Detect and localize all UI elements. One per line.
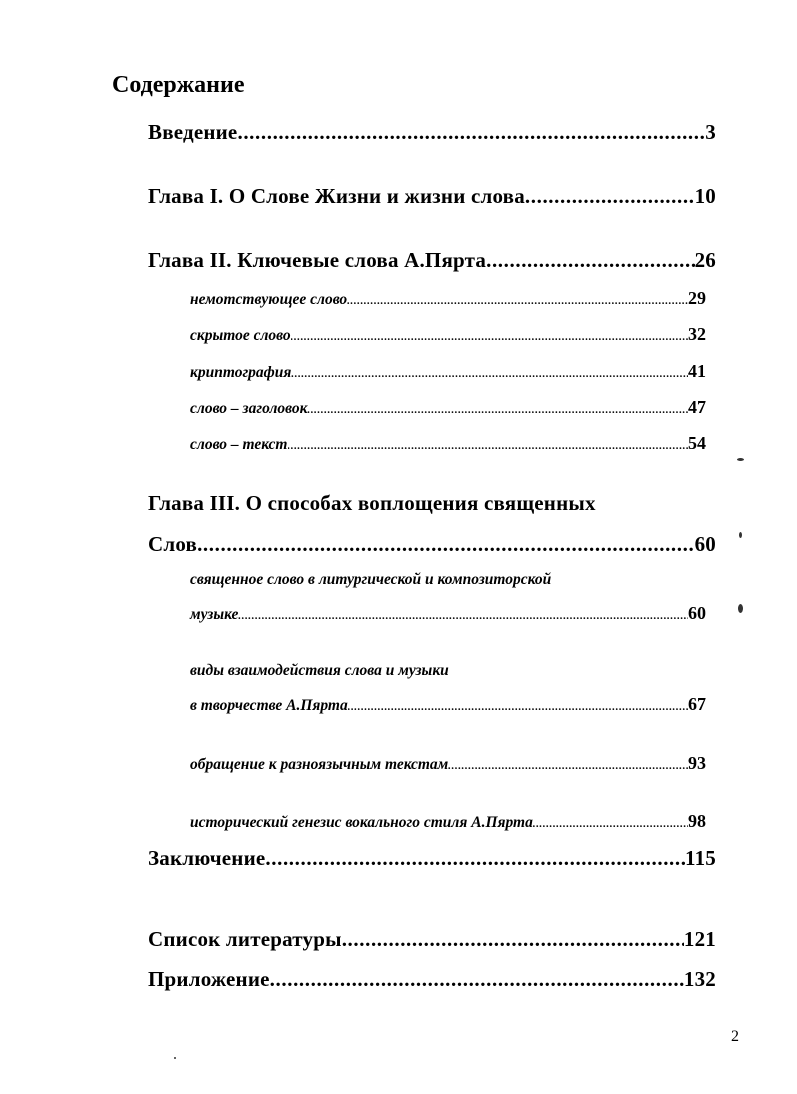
toc-label: Глава I. О Слове Жизни и жизни слова (148, 184, 525, 208)
page-title: Содержание (112, 72, 245, 98)
toc-leader (265, 846, 685, 871)
toc-page: 67 (688, 694, 706, 714)
toc-label: скрытое слово (190, 327, 291, 344)
toc-leader (342, 927, 684, 952)
toc-leader (486, 248, 695, 273)
toc-subentry-line1[interactable]: священное слово в литургической и композиторской (190, 571, 552, 588)
toc-subentry-line1[interactable]: виды взаимодействия слова и музыки (190, 662, 449, 679)
toc-page: 115 (685, 846, 716, 870)
toc-label: Введение (148, 120, 238, 144)
toc-label: немотствующее слово (190, 291, 348, 308)
toc-subentry[interactable] (190, 811, 706, 832)
toc-leader (288, 440, 689, 452)
scan-speck (737, 458, 744, 461)
scan-speck (174, 1057, 176, 1059)
toc-page: 98 (688, 811, 706, 831)
toc-leader (448, 760, 688, 772)
toc-label: Приложение (148, 967, 270, 991)
toc-page: 10 (694, 184, 716, 208)
toc-leader (347, 295, 688, 307)
toc-page: 60 (688, 603, 706, 623)
toc-page: 60 (694, 532, 716, 556)
toc-page: 26 (694, 248, 716, 272)
toc-leader (348, 701, 688, 713)
page-number: 2 (731, 1028, 739, 1045)
toc-page: 121 (683, 927, 716, 951)
toc-label: Заключение (148, 846, 266, 870)
toc-page: 3 (705, 120, 716, 144)
toc-leader (307, 404, 688, 416)
toc-page: 32 (688, 324, 706, 344)
toc-page: 47 (688, 397, 706, 417)
toc-leader (237, 120, 705, 145)
toc-page: 54 (688, 433, 706, 453)
toc-subentry[interactable] (190, 361, 706, 382)
toc-subentry[interactable] (190, 694, 706, 715)
toc-entry-chapter-2[interactable] (148, 248, 716, 273)
toc-label: в творчестве А.Пярта (190, 697, 348, 714)
scan-speck (739, 532, 742, 538)
toc-leader (197, 532, 695, 557)
toc-label: слово – заголовок (190, 400, 308, 417)
scan-speck (738, 604, 743, 613)
toc-label: Список литературы (148, 927, 342, 951)
toc-leader (238, 610, 688, 622)
toc-leader (291, 368, 688, 380)
toc-label: слово – текст (190, 436, 288, 453)
toc-entry-bibliography[interactable] (148, 927, 716, 952)
toc-entry-chapter-1[interactable] (148, 184, 716, 209)
toc-subentry[interactable] (190, 288, 706, 309)
toc-page: 93 (688, 753, 706, 773)
toc-subentry[interactable] (190, 397, 706, 418)
toc-entry-chapter-3-line1[interactable]: Глава III. О способах воплощения священных (148, 491, 596, 515)
toc-entry-chapter-3[interactable] (148, 532, 716, 557)
toc-label: исторический генезис вокального стиля А.Пярта (190, 814, 533, 831)
toc-label: обращение к разноязычным текстам (190, 756, 449, 773)
toc-leader (291, 331, 688, 343)
toc-subentry[interactable] (190, 603, 706, 624)
toc-subentry[interactable] (190, 753, 706, 774)
toc-label: музыке (190, 606, 239, 623)
toc-entry-appendix[interactable] (148, 967, 716, 992)
toc-leader (533, 818, 688, 830)
toc-label: Глава II. Ключевые слова А.Пярта (148, 248, 487, 272)
toc-entry-conclusion[interactable] (148, 846, 716, 871)
toc-subentry[interactable] (190, 433, 706, 454)
toc-label: криптография (190, 364, 292, 381)
toc-entry-introduction[interactable] (148, 120, 716, 145)
toc-leader (270, 967, 684, 992)
toc-page: 29 (688, 288, 706, 308)
toc-page: 41 (688, 361, 706, 381)
toc-subentry[interactable] (190, 324, 706, 345)
toc-label: Слов (148, 532, 198, 556)
toc-leader (525, 184, 695, 209)
toc-page: 132 (683, 967, 716, 991)
